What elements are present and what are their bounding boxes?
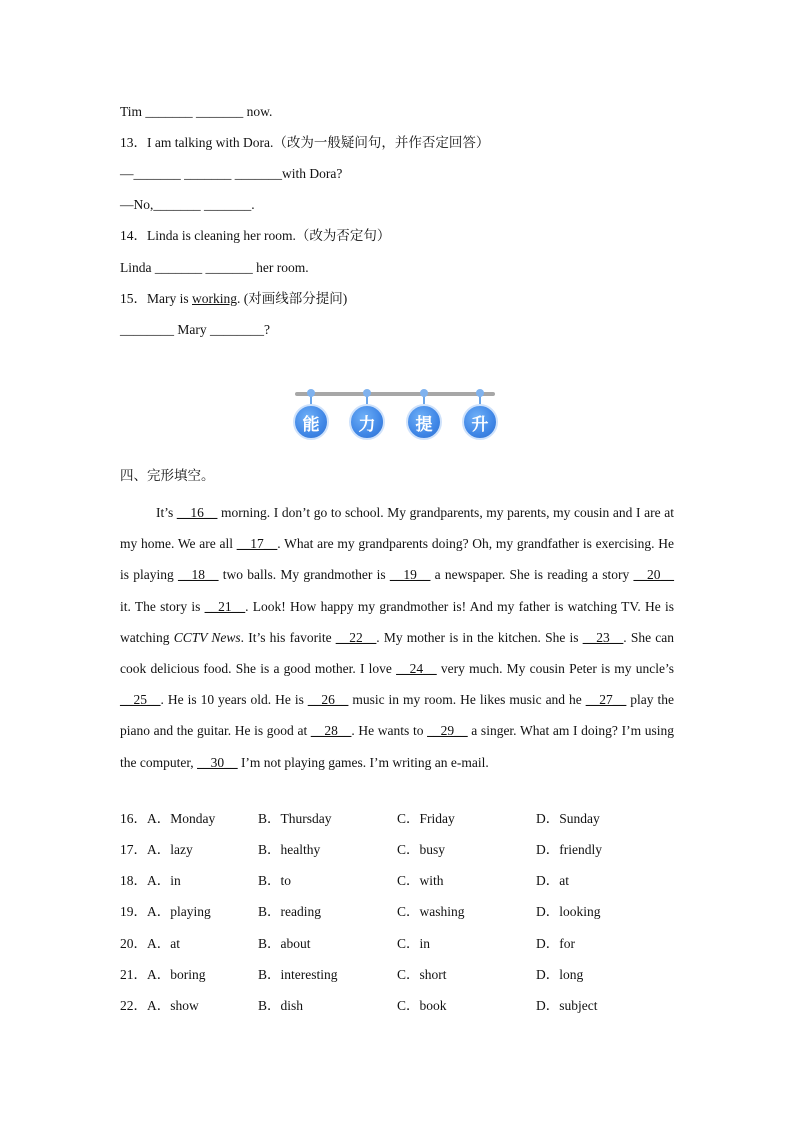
- option-b: B．Thursday: [258, 811, 332, 826]
- badge-char-2: 力: [349, 404, 385, 440]
- q14-question: 14．Linda is cleaning her room.（改为否定句）: [120, 228, 391, 243]
- badge-3: [406, 396, 442, 435]
- badge-char-3: 提: [406, 404, 442, 440]
- section-title: 四、完形填空。: [120, 468, 215, 483]
- option-d: D．long: [536, 967, 584, 982]
- blank-22: __22__: [335, 629, 377, 645]
- blank-16: __16__: [176, 505, 218, 520]
- option-a: 20．A．at: [120, 936, 180, 951]
- cloze-passage: It’s __16__ morning. I don’t go to school. My grandparents, my parents, my cousin and I are at my home. We are all __17__. What are my grandparents doing? Oh, my grandfather is exercising. He is playing __18__ two balls. My grandmother is __19__ a newspaper. She is reading a story __20__ it. The story is __21__. Look! How happy my grandmother is! And my father is watching TV. He is watching CCTV News. It’s his favorite __22__. My mother is in the kitchen. She is __23__. She can cook delicious food. She is a good mother. I love __24__ very much. My cousin Peter is my uncle’s __25__. He is 10 years old. He is __26__ music in my room. He likes music and he __27__ play the piano and the guitar. He is good at __28__. He wants to __29__ a singer. What am I doing? I’m using the computer, __30__ I’m not playing games. I’m writing an e-mail.: [120, 505, 675, 770]
- blank-20: __20__: [633, 567, 675, 583]
- blank-28: __28__: [310, 723, 352, 739]
- option-b: B．about: [258, 936, 311, 951]
- blank-23: __23__: [582, 629, 624, 645]
- q15-question: [120, 290, 680, 308]
- blank-30: __30__: [197, 754, 238, 770]
- q15-prefix: 15．Mary is: [120, 291, 192, 306]
- blank-26: __26__: [307, 692, 349, 708]
- ability-badge-banner: [290, 388, 500, 448]
- option-a: 16．A．Monday: [120, 811, 216, 826]
- option-c: C．in: [397, 936, 431, 951]
- blank-21: __21__: [204, 598, 246, 614]
- option-c: C．busy: [397, 842, 446, 857]
- blank-27: __27__: [585, 692, 627, 708]
- blank-19: __19__: [389, 567, 431, 583]
- q15-suffix: . (对画线部分提问): [237, 291, 348, 306]
- q15-underlined-word: working: [192, 291, 237, 306]
- q13-question: 13．I am talking with Dora.（改为一般疑问句，并作否定回答）: [120, 135, 490, 150]
- option-b: B．interesting: [258, 967, 338, 982]
- option-d: D．Sunday: [536, 811, 600, 826]
- q15-answer-line: ________ Mary ________?: [120, 322, 270, 337]
- option-d: D．for: [536, 936, 575, 951]
- q13-answer-line-1: —_______ _______ _______with Dora?: [120, 166, 343, 181]
- blank-17: __17__: [236, 536, 278, 552]
- option-a: 21．A．boring: [120, 967, 206, 982]
- option-d: D．at: [536, 873, 569, 888]
- option-c: C．book: [397, 998, 447, 1013]
- badge-1: [293, 396, 329, 435]
- badge-2: [349, 396, 385, 435]
- q14-answer-line: Linda _______ _______ her room.: [120, 260, 309, 275]
- option-a: 19．A．playing: [120, 904, 211, 919]
- badge-char-1: 能: [293, 404, 329, 440]
- badge-4: [462, 396, 498, 435]
- option-c: C．with: [397, 873, 444, 888]
- option-c: C．short: [397, 967, 447, 982]
- cctv-news-title: CCTV News: [173, 629, 241, 645]
- option-a: 18．A．in: [120, 873, 181, 888]
- option-c: C．washing: [397, 904, 465, 919]
- badge-char-4: 升: [462, 404, 498, 440]
- option-c: C．Friday: [397, 811, 455, 826]
- blank-24: __24__: [396, 661, 437, 677]
- option-b: B．healthy: [258, 842, 321, 857]
- option-d: D．friendly: [536, 842, 602, 857]
- option-a: 17．A．lazy: [120, 842, 193, 857]
- option-d: D．looking: [536, 904, 601, 919]
- option-b: B．dish: [258, 998, 304, 1013]
- q13-answer-line-2: —No,_______ _______.: [120, 197, 255, 212]
- option-d: D．subject: [536, 998, 598, 1013]
- blank-25: __25__: [120, 692, 161, 708]
- option-a: 22．A．show: [120, 998, 199, 1013]
- blank-18: __18__: [178, 567, 219, 583]
- blank-29: __29__: [427, 723, 468, 739]
- option-b: B．to: [258, 873, 292, 888]
- option-b: B．reading: [258, 904, 321, 919]
- q12-answer-line: Tim _______ _______ now.: [120, 104, 273, 119]
